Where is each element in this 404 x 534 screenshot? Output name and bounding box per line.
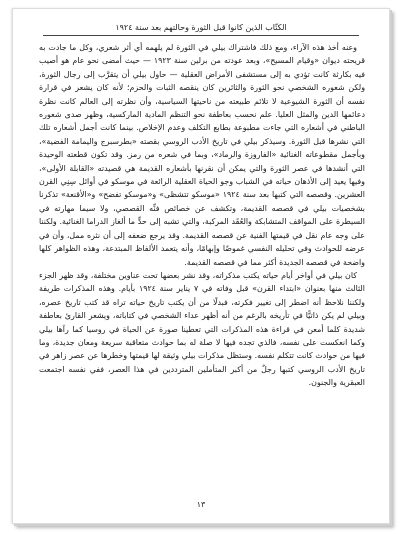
paragraph: وعنه أخذ هذه الآراء، ومع ذلك فاشتراك بيلي في الثورة لم يلهمه أي أثر شعري، وكل ما جادت به قريحته ديوان «وقيام المسيح»، وبعد عودته من برلين سنة ١٩٢٣ — حيث أمضى نحو عام هو أصيب فيه بكارثة كانت تؤدي به إلى مستشفى الأمراض العقلية — حاول بيلي أن يتقرَّب إلى رجال الثورة، ولكن شعوره الشخصي نحو الثورة والثائرين كان ينقصه الثبات والحزم؛ لأنه كان يشعر في قرارة نفسه أن الثورة الشيوعية لا تلائم طبيعته من ناحيتها السياسية، وأن نظرته إلى العالم كانت نظرة دعائمها الدين والمثل العليا. علم نحسب بعاطفة نحو التنظم المادية الماركسية، وظهر صدى شعوره الباطني في أشعاره التي جاءت مطبوعة بطابع التكلف وعدم الإخلاص. بينما كانت أجمل أشعاره تلك التي نشرها قبل الثورة. وسيذكر بيلي في تاريخ الأدب الروسي بقصته «بطرسبرج واليمامة الفضية»، وبأجمل مقطوعاته الغنائية «الفاروزة والرماد»، وبما في شعره من رمز. وقد تكون قطعته الوحيدة التي أنشدها في عصر الثورة والتي يمكن أن نقرنها بأشعاره القديمة هي قصيدته «القابلة الأولى»، وفيها يعيد إلى الأذهان حياته في الشباب وجو الحياة العقلية الرائعة في موسكو في أوائل سِنِي القرن العشرين. وقصصه التي كتبها بعد سنة ١٩٢٤ «موسكو تتشظى» و«موسكو تفضح» و«الأقنعة» تذكرنا بشخصيات بيلي في قصصه القديمة، وتكشف عن خصائص فنِّه القصصي، ولا سيما مهارته في السيطرة على المواقف المتشابكة والعُقَد المركبة، والتي تشبه إلى حدٍّ ما ألغاز الدراما الغنائية. ولكننا على وجه عام نقل في قيمتها الفنية عن قصصه القديمة. وقد يرجع ضعفه إلى أن نثره ممل، وأن في عرضه للحوادث وفي تحليله النفسي غموضًا وإبهامًا، وأنه يتعمد الألفاظ المبتدعة، وهذه الظواهر كلها واضحة في قصصه الجديدة أكثر مما في قصصه القديمة. [39, 43, 365, 267]
running-header: الكتَّاب الذين كانوا قبل الثورة وحالتهم بعد سنة ١٩٢٤ [43, 23, 359, 36]
page-number: ١٣ [196, 500, 206, 509]
paragraph: كان بيلي في أواخر أيام حياته يكتب مذكراته، وقد نشر بعضها تحت عناوين مختلفة، وقد ظهر الجزء الثالث منها بعنوان «ابتداء القرن» قبل وفاته في ٧ يناير سنة ١٩٢٤ بأيام. وهذه المذكرات طريفة ولكننا نلاحظ أنه اضطر إلى تغيير فكرته، فبدلًا من أن يكتب تاريخ حياته تراه قد كتب تاريخ عصره، وبيلي لم يكن ذاتيًّا في تأريخه بالرغم من أنه أظهر عداء الشخصي في كتاباته، ويشعر القارئ بعاطفة شديدة كلما أمعن في قراءة هذه المذكرات التي تعطينا صورة عن الحياة في روسيا كما رآها بيلي وكما انعكست على نفسه، فالذي تجده فيها لا صلة له بما حوادث متعاقبة سريعة ومعان جديدة، وما فيها من حوادث كانت تتكلم نفسه. وستظل مذكرات بيلي وثيقة لها قيمتها وخطرها عن عصر زاهر في تاريخ الأدب الروسي كتبها رجلٌ من أكبر المتأملين المترددين في هذا العصر، ففي نفسه اجتمعت العبقرية والجنون. [39, 270, 365, 388]
book-page [12, 8, 390, 524]
page-body [39, 41, 365, 390]
